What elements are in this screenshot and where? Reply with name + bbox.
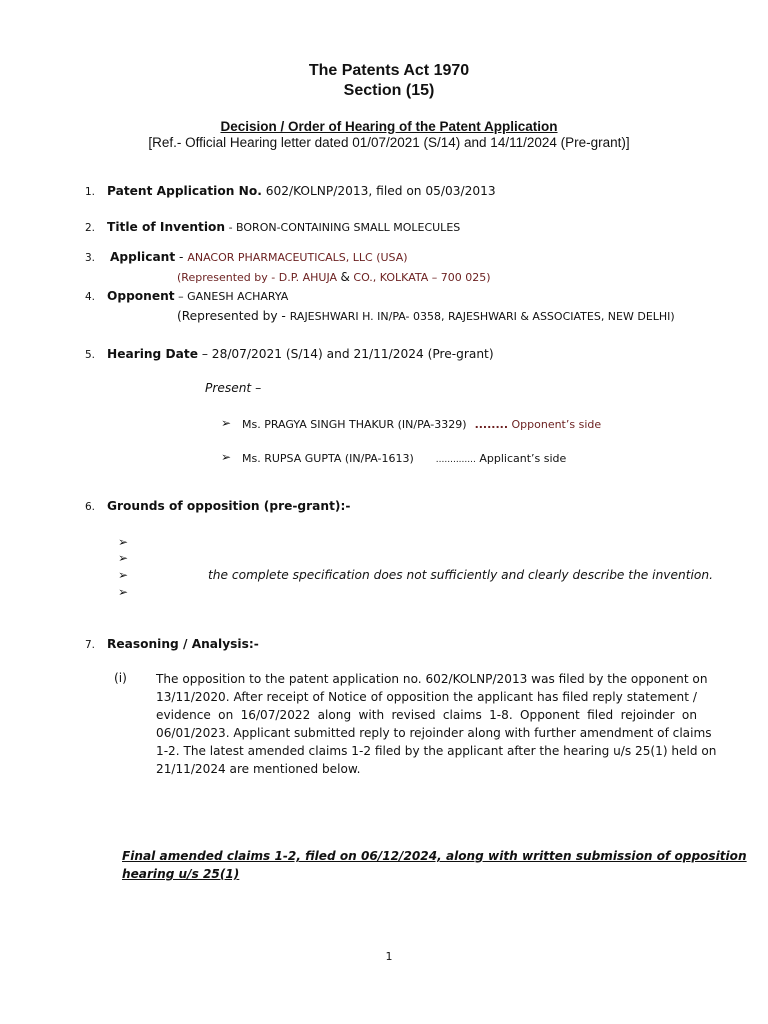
rep-ampersand: & [340, 270, 350, 284]
page-number: 1 [385, 950, 393, 963]
grounds-heading: Grounds of opposition (pre-grant):- [107, 499, 351, 513]
present-label: Present – [205, 381, 262, 395]
paragraph-line: 13/11/2020. After receipt of Notice of opposition the applicant has filed reply statement / [156, 690, 697, 704]
ground-insufficiency: the complete specification does not sufficiently and clearly describe the invention. [208, 568, 713, 582]
item-value: – GANESH ACHARYA [174, 290, 289, 303]
applicant-representative [177, 270, 491, 284]
item-opponent [107, 289, 288, 303]
item-application-no [107, 184, 496, 198]
bullet-arrow-icon: ➢ [221, 416, 232, 430]
item-value: - BORON-CONTAINING SMALL MOLECULES [225, 221, 461, 234]
paragraph-line: 1-2. The latest amended claims 1-2 filed by the applicant after the hearing u/s 25(1) held on [156, 744, 717, 758]
bullet-arrow-icon: ➢ [118, 568, 129, 582]
item-dash: - [175, 250, 188, 264]
rep-prefix: (Represented by - [177, 309, 290, 323]
item-number-4: 4. [85, 291, 96, 303]
bullet-arrow-icon: ➢ [118, 551, 129, 565]
paragraph-line: evidence on 16/07/2022 along with revised claims 1-8. Opponent filed rejoinder on [156, 708, 697, 722]
item-applicant [110, 250, 408, 264]
item-label: Title of Invention [107, 220, 226, 234]
person-side: Applicant’s side [475, 452, 567, 465]
decision-heading: Decision / Order of Hearing of the Patent Application [220, 119, 558, 134]
item-number-3: 3. [85, 252, 96, 264]
applicant-name: ANACOR PHARMACEUTICALS, LLC (USA) [187, 251, 408, 264]
paragraph-marker: (i) [114, 671, 127, 685]
person-name: Ms. RUPSA GUPTA (IN/PA-1613) [242, 452, 414, 465]
item-value: – 28/07/2021 (S/14) and 21/11/2024 (Pre-grant) [197, 347, 494, 361]
person-side: Opponent’s side [508, 418, 602, 431]
item-number-6: 6. [85, 501, 96, 513]
person-name: Ms. PRAGYA SINGH THAKUR (IN/PA-3329) [242, 418, 467, 431]
opponent-representative [177, 309, 675, 323]
rep-prefix: (Represented by - D.P. AHUJA [177, 271, 341, 284]
item-number-1: 1. [85, 186, 96, 198]
final-claims-line: hearing u/s 25(1) [122, 867, 240, 881]
bullet-arrow-icon: ➢ [118, 535, 129, 549]
item-value: 602/KOLNP/2013, filed on 05/03/2013 [261, 184, 496, 198]
reasoning-paragraph [156, 670, 717, 778]
bullet-arrow-icon: ➢ [221, 450, 232, 464]
item-label: Opponent [107, 289, 175, 303]
paragraph-line: 21/11/2024 are mentioned below. [156, 762, 361, 776]
bullet-arrow-icon: ➢ [118, 585, 129, 599]
rep-value: RAJESHWARI H. IN/PA- 0358, RAJESHWARI & ASSOCIATES, NEW DELHI) [289, 310, 675, 323]
item-hearing-date [107, 347, 494, 361]
leader-dots: ........ [474, 418, 508, 431]
final-claims-line: Final amended claims 1-2, filed on 06/12/2024, along with written submission of opposition [122, 849, 747, 863]
leader-dots: .............. [435, 455, 476, 465]
item-number-2: 2. [85, 222, 96, 234]
item-number-5: 5. [85, 349, 96, 361]
section-heading: Section (15) [343, 82, 435, 99]
reasoning-heading: Reasoning / Analysis:- [107, 637, 259, 651]
item-number-7: 7. [85, 639, 96, 651]
item-label: Hearing Date [107, 347, 198, 361]
item-title-of-invention [107, 220, 460, 234]
reference-line: [Ref.- Official Hearing letter dated 01/07/2021 (S/14) and 14/11/2024 (Pre-grant)] [148, 135, 630, 150]
present-person-2 [242, 452, 566, 465]
present-person-1 [242, 418, 601, 431]
rep-suffix: CO., KOLKATA – 700 025) [349, 271, 491, 284]
final-claims-heading [122, 847, 747, 883]
paragraph-line: 06/01/2023. Applicant submitted reply to rejoinder along with further amendment of claims [156, 726, 712, 740]
document-title: The Patents Act 1970 [308, 62, 470, 79]
item-label: Patent Application No. [107, 184, 262, 198]
paragraph-line: The opposition to the patent application no. 602/KOLNP/2013 was filed by the opponent on [156, 672, 708, 686]
item-label: Applicant [110, 250, 176, 264]
